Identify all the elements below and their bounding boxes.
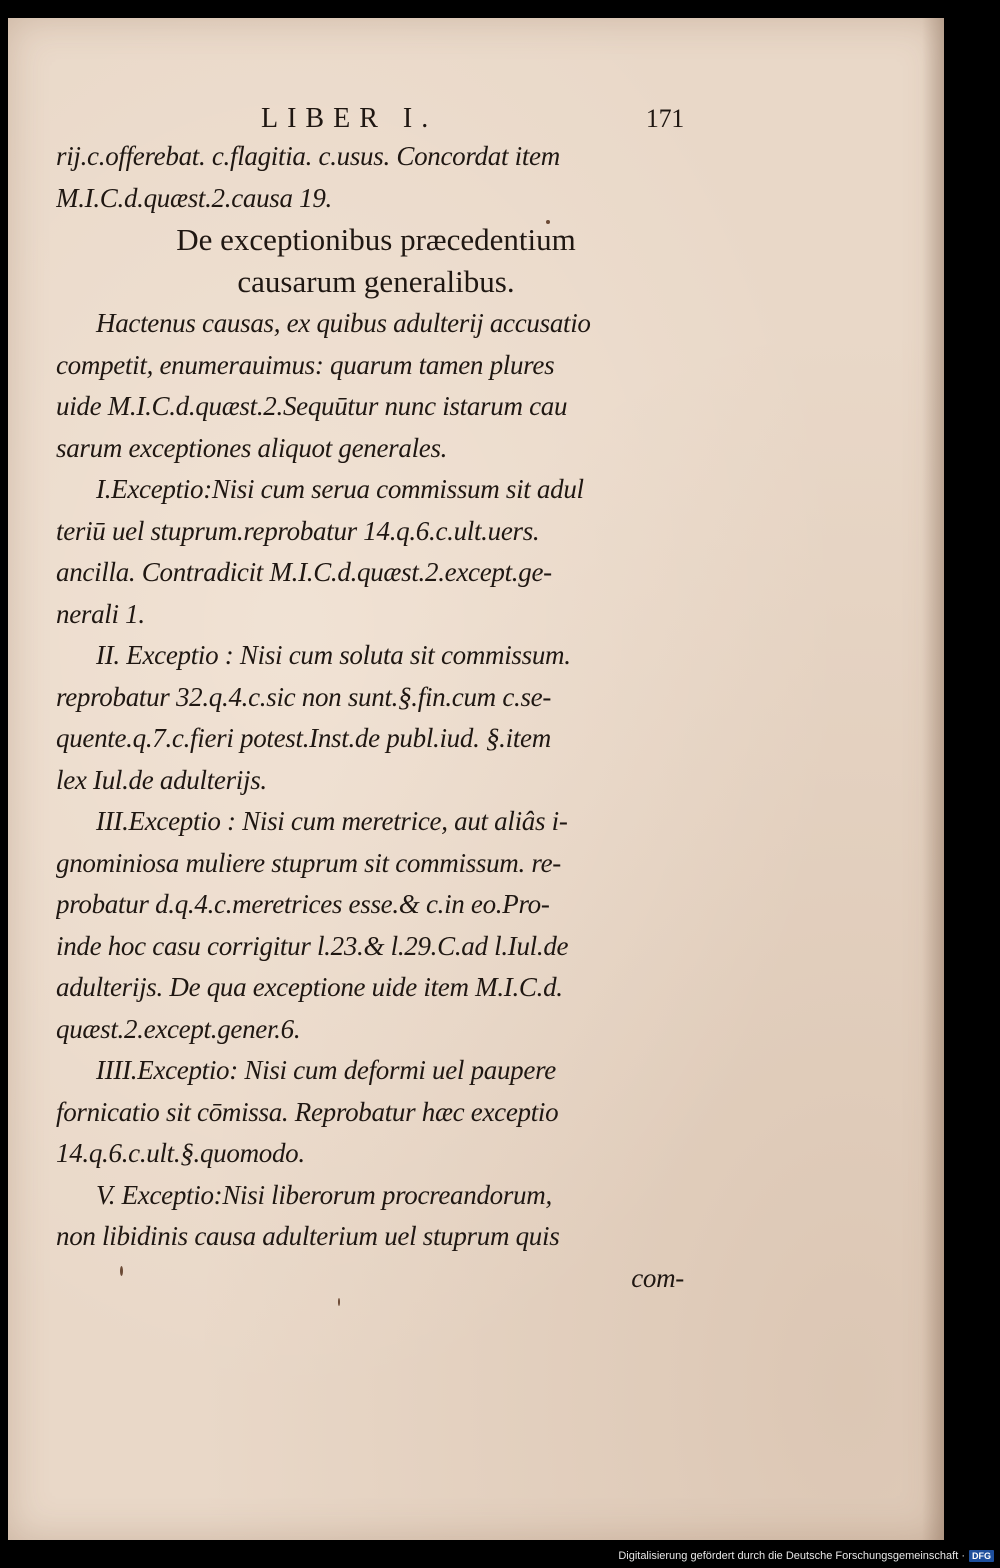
text-line: inde hoc casu corrigitur l.23.& l.29.C.ad l.Iul.de: [56, 930, 569, 961]
text-line: competit, enumerauimus: quarum tamen plures: [56, 349, 555, 380]
text-line: II. Exceptio : Nisi cum soluta sit commissum.: [96, 640, 571, 670]
text-line: fornicatio sit cōmissa. Reprobatur hæc exceptio: [56, 1096, 559, 1127]
text-line: reprobatur 32.q.4.c.sic non sunt.§.fin.cum c.se-: [56, 681, 552, 712]
text-line: sarum exceptiones aliquot generales.: [56, 432, 448, 463]
running-head: [56, 98, 696, 136]
text-line: M.I.C.d.quæst.2.causa 19.: [56, 182, 333, 213]
text-line: gnominiosa muliere stuprum sit commissum. re-: [56, 847, 561, 878]
book-page: [8, 18, 944, 1540]
text-line: adulterijs. De qua exceptione uide item M.I.C.d.: [56, 972, 563, 1002]
catchword: com-: [631, 1262, 684, 1293]
credit-text: Digitalisierung gefördert durch die Deutsche Forschungsgemeinschaft ·: [618, 1550, 965, 1562]
text-line: lex Iul.de adulterijs.: [56, 764, 267, 795]
text-line: 14.q.6.c.ult.§.quomodo.: [56, 1138, 305, 1168]
text-line: V. Exceptio:Nisi liberorum procreandorum,: [96, 1179, 552, 1210]
text-line: quente.q.7.c.fieri potest.Inst.de publ.iud. §.item: [56, 723, 551, 753]
section-heading: causarum generalibus.: [237, 264, 515, 299]
text-line: probatur d.q.4.c.meretrices esse.& c.in eo.Pro-: [56, 889, 550, 919]
text-line: ancilla. Contradicit M.I.C.d.quæst.2.except.ge-: [56, 557, 552, 587]
dfg-logo-icon: DFG: [969, 1550, 994, 1562]
text-line: IIII.Exceptio: Nisi cum deformi uel paupere: [96, 1055, 556, 1085]
text-line: I.Exceptio:Nisi cum serua commissum sit adul: [96, 474, 584, 504]
digitization-credit: [618, 1548, 994, 1564]
text-line: quæst.2.except.gener.6.: [56, 1013, 301, 1044]
text-line: non libidinis causa adulterium uel stuprum quis: [56, 1221, 560, 1251]
text-line: Hactenus causas, ex quibus adulterij accusatio: [96, 308, 591, 338]
page-fold-shadow: [922, 18, 944, 1540]
text-line: teriū uel stuprum.reprobatur 14.q.6.c.ult.uers.: [56, 515, 540, 546]
text-line: III.Exceptio : Nisi cum meretrice, aut aliâs i-: [96, 806, 568, 836]
text-block: [56, 98, 696, 1299]
paper-speck: [338, 1298, 340, 1306]
running-title: LIBER I.: [261, 103, 438, 134]
text-line: nerali 1.: [56, 598, 145, 629]
text-line: rij.c.offerebat. c.flagitia. c.usus. Concordat item: [56, 141, 560, 171]
text-line: uide M.I.C.d.quæst.2.Sequūtur nunc istarum cau: [56, 391, 568, 421]
section-heading: De exceptionibus præcedentium: [176, 222, 576, 257]
page-number: 171: [645, 104, 684, 133]
